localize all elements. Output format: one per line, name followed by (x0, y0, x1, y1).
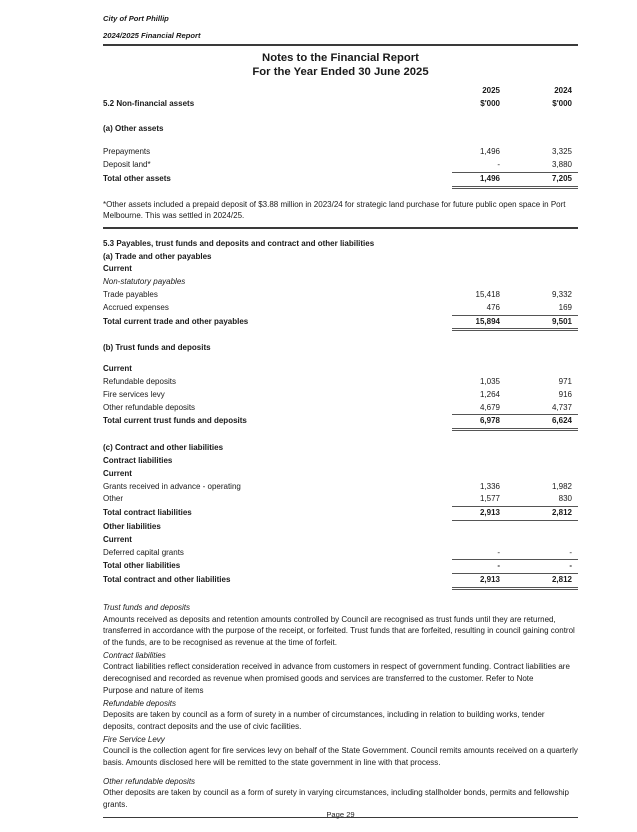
note-body-refundable-deposits: Deposits are taken by council as a form of surety in a number of circumstances, including in relation to building works, tender deposits, contract deposits and the use of civic facilities. (103, 710, 545, 731)
note-heading-contract-liabilities: Contract liabilities (103, 650, 166, 660)
current-label-a: Current (103, 264, 132, 274)
table-row-total-contract-liabilities: Total contract liabilities 2,913 2,812 (103, 507, 578, 521)
table-row-total-other-liabilities: Total other liabilities - - (103, 560, 578, 574)
note-heading-fire-service-levy: Fire Service Levy (103, 734, 165, 744)
section-divider (103, 227, 578, 229)
note-item (103, 685, 578, 697)
section-5-3-heading: 5.3 Payables, trust funds and deposits and contract and other liabilities (103, 238, 375, 248)
table-row-refundable-deposits: Refundable deposits 1,035 971 (103, 376, 572, 386)
section-5-2-heading-row (103, 98, 578, 111)
note-item (103, 734, 578, 769)
notes-block (103, 602, 578, 811)
table-row-other: Other 1,577 830 (103, 493, 578, 507)
table-row-deferred-capital-grants: Deferred capital grants - - (103, 547, 578, 561)
note-body-contract-liabilities: Contract liabilities reflect consideration received in advance from customers in respect of government funding. Contract liabilities are derecognised and recorded as revenue when promised goods and services are transferred to the customer. Refer to Note (103, 662, 570, 684)
note-item (103, 650, 578, 685)
current-label-c2: Current (103, 534, 132, 544)
table-row-prepayments: Prepayments 1,496 3,325 (103, 147, 572, 157)
note-body-trust-funds: Amounts received as deposits and retention amounts controlled by Council are recognised as trust funds until they are returned, transferred in accordance with the purpose of the receipt, or forfeited. Trust funds that are forfeited, resulting in council gaining control of the funds, are to be recognised as revenue at the time of forfeit. (103, 614, 575, 648)
doc-title-line1: Notes to the Financial Report (262, 52, 419, 64)
note-item (103, 602, 578, 649)
table-row-grants-in-advance: Grants received in advance - operating 1,336 1,982 (103, 481, 572, 491)
section-5-3c-heading: (c) Contract and other liabilities (103, 443, 224, 453)
column-header-years (103, 85, 578, 98)
org-name: City of Port Phillip (103, 14, 169, 23)
note-purpose-and-nature: Purpose and nature of items (103, 685, 204, 695)
table-row-total-current-payables: Total current trade and other payables 15,894 9,501 (103, 316, 578, 332)
report-title: 2024/2025 Financial Report (103, 31, 201, 40)
doc-title-line2: For the Year Ended 30 June 2025 (252, 66, 429, 78)
section-5-3b-heading: (b) Trust funds and deposits (103, 343, 211, 353)
col-unit-2024: $'000 (552, 98, 572, 108)
contract-liabilities-label: Contract liabilities (103, 455, 173, 465)
page-content (103, 14, 578, 818)
note-heading-trust-funds: Trust funds and deposits (103, 602, 191, 612)
table-row-total-trust-funds: Total current trust funds and deposits 6,978 6,624 (103, 415, 578, 431)
note-body-fire-service-levy: Council is the collection agent for fire services levy on behalf of the State Government. Council remits amounts received on a quarterly basis. Amounts disclosed here will be remitted to the state government in line with that process. (103, 746, 578, 768)
section-5-2-heading: 5.2 Non-financial assets (103, 98, 195, 108)
note-heading-refundable-deposits: Refundable deposits (103, 698, 176, 708)
current-label-b: Current (103, 364, 132, 374)
table-row-fire-services-levy: Fire services levy 1,264 916 (103, 389, 572, 399)
section-5-2a-heading: (a) Other assets (103, 123, 164, 133)
note-heading-other-refundable-deposits: Other refundable deposits (103, 776, 196, 786)
other-assets-footnote: *Other assets included a prepaid deposit of $3.88 million in 2023/24 for strategic land purchase for future public open space in Port Melbourne. This was settled in 2024/25. (103, 199, 566, 221)
note-item (103, 776, 578, 811)
table-row-total-contract-and-other: Total contract and other liabilities 2,913 2,812 (103, 574, 578, 590)
col-unit-2025: $'000 (480, 98, 500, 108)
page-number: Page 29 (326, 810, 355, 819)
header-divider (103, 44, 578, 46)
table-row-other-refundable-deposits: Other refundable deposits 4,679 4,737 (103, 402, 578, 416)
table-row-accrued-expenses: Accrued expenses 476 169 (103, 302, 578, 316)
col-header-2025: 2025 (482, 86, 500, 95)
current-label-c1: Current (103, 468, 132, 478)
section-5-3a-heading: (a) Trade and other payables (103, 251, 212, 261)
col-header-2024: 2024 (554, 86, 572, 95)
table-row-trade-payables: Trade payables 15,418 9,332 (103, 289, 572, 299)
note-body-other-refundable-deposits: Other deposits are taken by council as a form of surety in varying circumstances, including stallholder bonds, permits and fellowship grants. (103, 788, 570, 810)
table-row-deposit-land: Deposit land* - 3,880 (103, 159, 578, 173)
non-statutory-payables-label: Non-statutory payables (103, 277, 186, 287)
other-liabilities-label: Other liabilities (103, 521, 161, 531)
note-item (103, 698, 578, 733)
table-row-total-other-assets: Total other assets 1,496 7,205 (103, 173, 578, 189)
